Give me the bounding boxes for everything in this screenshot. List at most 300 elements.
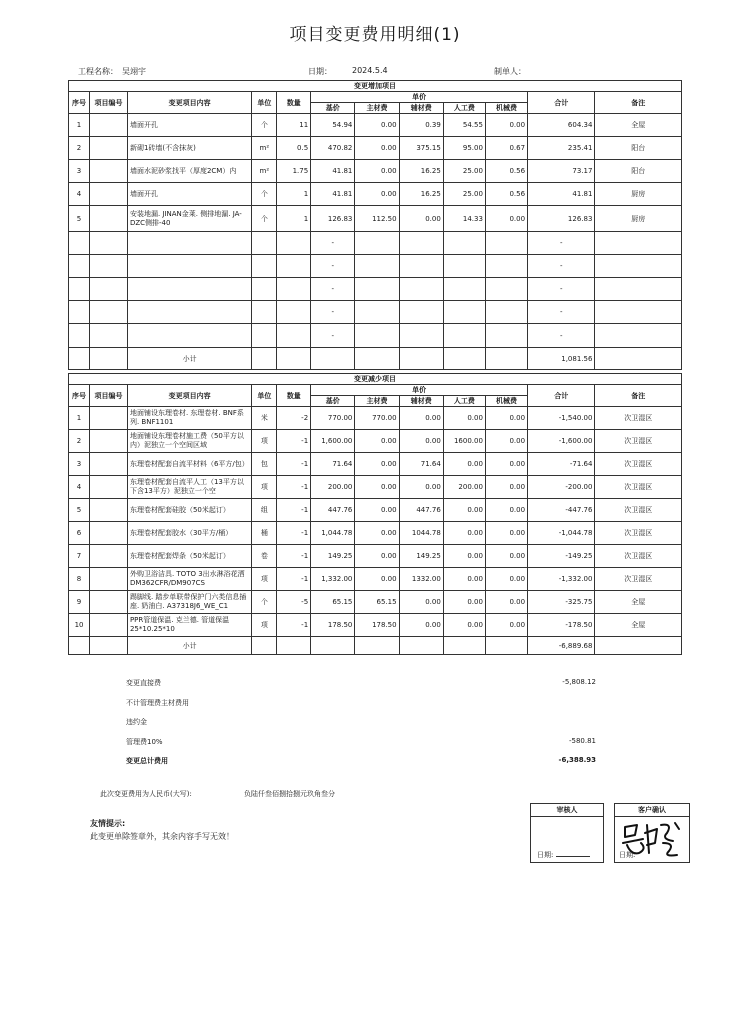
cell-remark [595, 278, 682, 301]
increase-subtotal-value: 1,081.56 [528, 348, 595, 370]
cell-main [355, 324, 399, 348]
cell-remark: 全屋 [595, 614, 682, 637]
cell-total: -447.76 [528, 499, 595, 522]
notice-title: 友情提示: [90, 819, 126, 828]
cell-machine: 0.00 [485, 545, 527, 568]
cell-seq: 5 [69, 499, 90, 522]
decrease-table [68, 373, 682, 655]
cell-code [90, 137, 128, 160]
cell-main: 0.00 [355, 453, 399, 476]
cell-total: 126.83 [528, 206, 595, 232]
col-total: 合计 [528, 385, 595, 407]
cell-aux: 16.25 [399, 183, 443, 206]
cell-total: -200.00 [528, 476, 595, 499]
cell-content: 墙面开孔 [127, 183, 251, 206]
cell-seq [69, 301, 90, 324]
cell-remark [595, 255, 682, 278]
cell-unit: 桶 [252, 522, 277, 545]
cell-unit [252, 278, 277, 301]
cell-code [90, 614, 128, 637]
cell-seq [69, 278, 90, 301]
summary-label-direct: 变更直接费 [126, 679, 161, 687]
cell-qty: 1 [277, 183, 311, 206]
cell-total: 604.34 [528, 114, 595, 137]
cell-aux: 375.15 [399, 137, 443, 160]
cell-total: -71.64 [528, 453, 595, 476]
cell-base: - [311, 255, 355, 278]
cell-content: 新砌1砖墙(不含抹灰) [127, 137, 251, 160]
cell-qty [277, 255, 311, 278]
cell-seq: 4 [69, 183, 90, 206]
table-row [69, 232, 682, 255]
cell-content: 安装地漏. JINAN金莱. 侧排地漏. JA-DZC侧排-40 [127, 206, 251, 232]
cell-qty [277, 301, 311, 324]
cell-total: -325.75 [528, 591, 595, 614]
cell-total: 41.81 [528, 183, 595, 206]
cell-base: - [311, 278, 355, 301]
summary-value-direct: -5,808.12 [562, 678, 596, 686]
col-machine: 机械费 [485, 396, 527, 407]
cell-code [90, 499, 128, 522]
cell-total: -1,044.78 [528, 522, 595, 545]
cell-unit: 包 [252, 453, 277, 476]
cell-total: -1,540.00 [528, 407, 595, 430]
cell-labor [443, 324, 485, 348]
cell-remark: 次卫湿区 [595, 407, 682, 430]
cell-qty: -1 [277, 545, 311, 568]
table-row [69, 301, 682, 324]
cell-content [127, 301, 251, 324]
cell-main: 0.00 [355, 568, 399, 591]
table-row [69, 614, 682, 637]
cell-unit: m² [252, 137, 277, 160]
cell-content: 东理卷材配套胶水（30平方/桶） [127, 522, 251, 545]
cell-main: 65.15 [355, 591, 399, 614]
increase-heading: 变更增加项目 [69, 81, 682, 92]
cell-total: -178.50 [528, 614, 595, 637]
cell-seq [69, 255, 90, 278]
cell-total: -1,600.00 [528, 430, 595, 453]
cell-code [90, 545, 128, 568]
col-labor: 人工费 [443, 396, 485, 407]
cell-unit: m² [252, 160, 277, 183]
cell-labor: 95.00 [443, 137, 485, 160]
date-label: 日期： [308, 67, 332, 76]
cell-machine [485, 232, 527, 255]
cell-remark: 次卫湿区 [595, 545, 682, 568]
cell-aux: 0.00 [399, 407, 443, 430]
cell-total: - [528, 301, 595, 324]
cell-unit: 项 [252, 614, 277, 637]
cell-labor: 0.00 [443, 545, 485, 568]
cell-base: 470.82 [311, 137, 355, 160]
cell-remark: 阳台 [595, 160, 682, 183]
table-row [69, 568, 682, 591]
cell-content: 地面铺设东理卷材. 东理卷材. BNF系列. BNF1101 [127, 407, 251, 430]
cell-code [90, 232, 128, 255]
col-qty: 数量 [277, 385, 311, 407]
cell-qty: 1 [277, 206, 311, 232]
cell-main: 112.50 [355, 206, 399, 232]
cell-labor: 14.33 [443, 206, 485, 232]
cell-seq: 6 [69, 522, 90, 545]
cell-code [90, 160, 128, 183]
cell-total: - [528, 232, 595, 255]
cell-code [90, 568, 128, 591]
table-row [69, 453, 682, 476]
cell-remark: 全屋 [595, 591, 682, 614]
table-row [69, 324, 682, 348]
cell-qty: 1.75 [277, 160, 311, 183]
customer-label: 客户确认 [615, 804, 689, 817]
cell-content: 东理卷材配套焊条（50米起订） [127, 545, 251, 568]
cell-remark: 次卫湿区 [595, 430, 682, 453]
cell-main: 0.00 [355, 137, 399, 160]
cell-base: 1,600.00 [311, 430, 355, 453]
cell-base: 1,332.00 [311, 568, 355, 591]
customer-box [614, 803, 690, 863]
date-value: 2024.5.4 [352, 66, 388, 75]
cell-machine: 0.00 [485, 453, 527, 476]
table-row [69, 430, 682, 453]
cell-base: 41.81 [311, 183, 355, 206]
col-main: 主材费 [355, 103, 399, 114]
cell-main: 0.00 [355, 476, 399, 499]
cell-machine: 0.00 [485, 114, 527, 137]
increase-table [68, 80, 682, 370]
cell-seq [69, 232, 90, 255]
cell-unit: 卷 [252, 545, 277, 568]
cell-content: 东理卷材配套硅胶（50米起订） [127, 499, 251, 522]
cell-main [355, 301, 399, 324]
cell-labor: 0.00 [443, 499, 485, 522]
cell-machine: 0.67 [485, 137, 527, 160]
cell-machine: 0.00 [485, 206, 527, 232]
cell-total: 73.17 [528, 160, 595, 183]
col-main: 主材费 [355, 396, 399, 407]
table-row [69, 545, 682, 568]
cell-content [127, 255, 251, 278]
cell-machine [485, 255, 527, 278]
rmb-label: 此次变更费用为人民币(大写): [100, 790, 192, 798]
cell-aux: 0.00 [399, 206, 443, 232]
cell-aux: 0.00 [399, 430, 443, 453]
cell-labor [443, 232, 485, 255]
cell-aux: 447.76 [399, 499, 443, 522]
cell-seq: 3 [69, 160, 90, 183]
cell-unit: 个 [252, 591, 277, 614]
col-aux: 辅材费 [399, 396, 443, 407]
cell-unit: 个 [252, 183, 277, 206]
table-row [69, 522, 682, 545]
cell-content [127, 232, 251, 255]
cell-unit: 个 [252, 206, 277, 232]
col-content: 变更项目内容 [127, 92, 251, 114]
reviewer-label: 审核人 [531, 804, 603, 817]
cell-machine: 0.00 [485, 499, 527, 522]
cell-unit: 米 [252, 407, 277, 430]
cell-qty: -5 [277, 591, 311, 614]
cell-aux [399, 301, 443, 324]
cell-code [90, 324, 128, 348]
cell-remark: 阳台 [595, 137, 682, 160]
cell-code [90, 522, 128, 545]
cell-main: 0.00 [355, 430, 399, 453]
cell-labor: 0.00 [443, 522, 485, 545]
maker-label: 制单人： [494, 67, 526, 76]
cell-base: 41.81 [311, 160, 355, 183]
col-unit-price: 单价 [311, 92, 528, 103]
cell-seq: 1 [69, 407, 90, 430]
col-total: 合计 [528, 92, 595, 114]
cell-main [355, 255, 399, 278]
reviewer-date-label: 日期: [537, 851, 554, 859]
cell-qty: -1 [277, 453, 311, 476]
page-title: 项目变更费用明细(1) [289, 25, 461, 45]
cell-main [355, 232, 399, 255]
summary-label-nonmgmt: 不计管理费主材费用 [126, 699, 189, 707]
cell-machine: 0.56 [485, 160, 527, 183]
cell-base: 770.00 [311, 407, 355, 430]
summary-label-mgmt: 管理费10% [126, 738, 163, 746]
cell-qty: 0.5 [277, 137, 311, 160]
cell-seq: 5 [69, 206, 90, 232]
cell-machine: 0.00 [485, 407, 527, 430]
cell-base: 1,044.78 [311, 522, 355, 545]
cell-labor: 0.00 [443, 614, 485, 637]
reviewer-box [530, 803, 604, 863]
cell-total: -1,332.00 [528, 568, 595, 591]
cell-content: 踢脚线. 踏步单联带保护门六类信息插座. 奶油白. A37318J6_WE_C1 [127, 591, 251, 614]
cell-remark: 次卫湿区 [595, 522, 682, 545]
cell-qty: -1 [277, 499, 311, 522]
customer-date-label: 日期: [619, 851, 636, 859]
table-row [69, 183, 682, 206]
cell-labor: 0.00 [443, 591, 485, 614]
cell-labor: 200.00 [443, 476, 485, 499]
cell-aux [399, 324, 443, 348]
cell-code [90, 114, 128, 137]
cell-remark [595, 232, 682, 255]
cell-content: 墙面开孔 [127, 114, 251, 137]
cell-remark [595, 301, 682, 324]
cell-content: 地面铺设东理卷材施工费（50平方以内）泥独立一个空间区域 [127, 430, 251, 453]
decrease-subtotal-value: -6,889.68 [528, 637, 595, 655]
cell-aux: 1332.00 [399, 568, 443, 591]
table-row [69, 160, 682, 183]
cell-content: PPR管道保温. 克兰德. 管道保温25*10.25*10 [127, 614, 251, 637]
cell-seq: 1 [69, 114, 90, 137]
cell-base: 126.83 [311, 206, 355, 232]
cell-seq: 2 [69, 137, 90, 160]
cell-aux: 0.00 [399, 614, 443, 637]
cell-base: - [311, 301, 355, 324]
cell-labor: 25.00 [443, 183, 485, 206]
cell-aux [399, 278, 443, 301]
cell-code [90, 183, 128, 206]
decrease-heading: 变更减少项目 [69, 374, 682, 385]
cell-unit [252, 301, 277, 324]
cell-aux: 0.39 [399, 114, 443, 137]
col-unit: 单位 [252, 92, 277, 114]
cell-content [127, 278, 251, 301]
col-base: 基价 [311, 396, 355, 407]
project-label: 工程名称： [78, 67, 118, 76]
cell-content [127, 324, 251, 348]
cell-code [90, 476, 128, 499]
cell-content: 东理卷材配套自流平材料（6平方/包） [127, 453, 251, 476]
cell-remark: 次卫湿区 [595, 453, 682, 476]
summary-label-penalty: 违约金 [126, 718, 147, 726]
cell-total: 235.41 [528, 137, 595, 160]
cell-code [90, 407, 128, 430]
summary-label-total: 变更总计费用 [126, 757, 168, 765]
table-row [69, 499, 682, 522]
cell-machine: 0.00 [485, 568, 527, 591]
cell-remark: 次卫湿区 [595, 476, 682, 499]
table-row [69, 278, 682, 301]
cell-main: 0.00 [355, 114, 399, 137]
cell-content: 东理卷材配套自流平人工（13平方以下含13平方）泥独立一个空 [127, 476, 251, 499]
col-remark: 备注 [595, 385, 682, 407]
col-code: 项目编号 [90, 385, 128, 407]
cell-seq: 7 [69, 545, 90, 568]
cell-main: 0.00 [355, 160, 399, 183]
cell-qty: -1 [277, 430, 311, 453]
cell-machine: 0.00 [485, 614, 527, 637]
cell-main: 770.00 [355, 407, 399, 430]
cell-labor: 25.00 [443, 160, 485, 183]
cell-seq: 9 [69, 591, 90, 614]
col-content: 变更项目内容 [127, 385, 251, 407]
cell-aux: 0.00 [399, 591, 443, 614]
col-unit-price: 单价 [311, 385, 528, 396]
cell-remark: 厨房 [595, 183, 682, 206]
cell-base: 54.94 [311, 114, 355, 137]
cell-main: 0.00 [355, 499, 399, 522]
cell-unit: 项 [252, 476, 277, 499]
summary-value-total: -6,388.93 [558, 756, 596, 764]
cell-total: - [528, 324, 595, 348]
cell-qty: -1 [277, 476, 311, 499]
cell-qty: -2 [277, 407, 311, 430]
cell-labor: 0.00 [443, 407, 485, 430]
rmb-value: 负陆仟叁佰捌拾捌元玖角叁分 [244, 790, 335, 798]
cell-qty [277, 324, 311, 348]
summary-value-mgmt: -580.81 [568, 737, 596, 745]
cell-code [90, 255, 128, 278]
cell-qty [277, 278, 311, 301]
cell-unit: 项 [252, 568, 277, 591]
cell-machine [485, 278, 527, 301]
cell-code [90, 278, 128, 301]
cell-remark [595, 324, 682, 348]
cell-machine: 0.00 [485, 591, 527, 614]
cell-total: - [528, 278, 595, 301]
col-unit: 单位 [252, 385, 277, 407]
notice-text: 此变更单除签章外，其余内容手写无效！ [90, 832, 234, 841]
increase-subtotal-label: 小计 [127, 348, 251, 370]
project-value: 吴翊宇 [122, 67, 146, 76]
cell-unit: 组 [252, 499, 277, 522]
cell-main: 0.00 [355, 545, 399, 568]
cell-machine: 0.00 [485, 522, 527, 545]
cell-seq: 3 [69, 453, 90, 476]
cell-remark: 全屋 [595, 114, 682, 137]
cell-seq: 8 [69, 568, 90, 591]
cell-code [90, 591, 128, 614]
cell-labor [443, 278, 485, 301]
cell-unit [252, 324, 277, 348]
cell-main: 178.50 [355, 614, 399, 637]
cell-base: 447.76 [311, 499, 355, 522]
col-machine: 机械费 [485, 103, 527, 114]
cell-main [355, 278, 399, 301]
col-seq: 序号 [69, 92, 90, 114]
cell-labor [443, 255, 485, 278]
cell-aux: 16.25 [399, 160, 443, 183]
cell-base: 65.15 [311, 591, 355, 614]
cell-total: -149.25 [528, 545, 595, 568]
col-seq: 序号 [69, 385, 90, 407]
cell-unit [252, 232, 277, 255]
cell-aux: 71.64 [399, 453, 443, 476]
col-base: 基价 [311, 103, 355, 114]
cell-machine: 0.00 [485, 430, 527, 453]
table-row [69, 137, 682, 160]
cell-main: 0.00 [355, 183, 399, 206]
cell-labor: 1600.00 [443, 430, 485, 453]
cell-seq [69, 324, 90, 348]
cell-code [90, 301, 128, 324]
table-row [69, 206, 682, 232]
col-qty: 数量 [277, 92, 311, 114]
cell-aux [399, 255, 443, 278]
cell-labor [443, 301, 485, 324]
cell-machine: 0.00 [485, 476, 527, 499]
col-aux: 辅材费 [399, 103, 443, 114]
cell-machine [485, 324, 527, 348]
cell-machine: 0.56 [485, 183, 527, 206]
cell-aux: 149.25 [399, 545, 443, 568]
cell-base: - [311, 232, 355, 255]
cell-base: - [311, 324, 355, 348]
cell-unit: 项 [252, 430, 277, 453]
cell-base: 71.64 [311, 453, 355, 476]
cell-remark: 次卫湿区 [595, 568, 682, 591]
table-row [69, 114, 682, 137]
cell-base: 200.00 [311, 476, 355, 499]
cell-seq: 10 [69, 614, 90, 637]
cell-code [90, 453, 128, 476]
col-labor: 人工费 [443, 103, 485, 114]
cell-content: 外购卫浴洁具. TOTO 3出水淋浴花洒DM362CFR/DM907CS [127, 568, 251, 591]
table-row [69, 255, 682, 278]
cell-qty: -1 [277, 568, 311, 591]
cell-code [90, 206, 128, 232]
cell-remark: 次卫湿区 [595, 499, 682, 522]
cell-seq: 4 [69, 476, 90, 499]
cell-qty: -1 [277, 522, 311, 545]
cell-qty: 11 [277, 114, 311, 137]
cell-aux: 0.00 [399, 476, 443, 499]
table-row [69, 591, 682, 614]
cell-seq: 2 [69, 430, 90, 453]
cell-labor: 0.00 [443, 453, 485, 476]
cell-labor: 0.00 [443, 568, 485, 591]
col-code: 项目编号 [90, 92, 128, 114]
cell-qty [277, 232, 311, 255]
